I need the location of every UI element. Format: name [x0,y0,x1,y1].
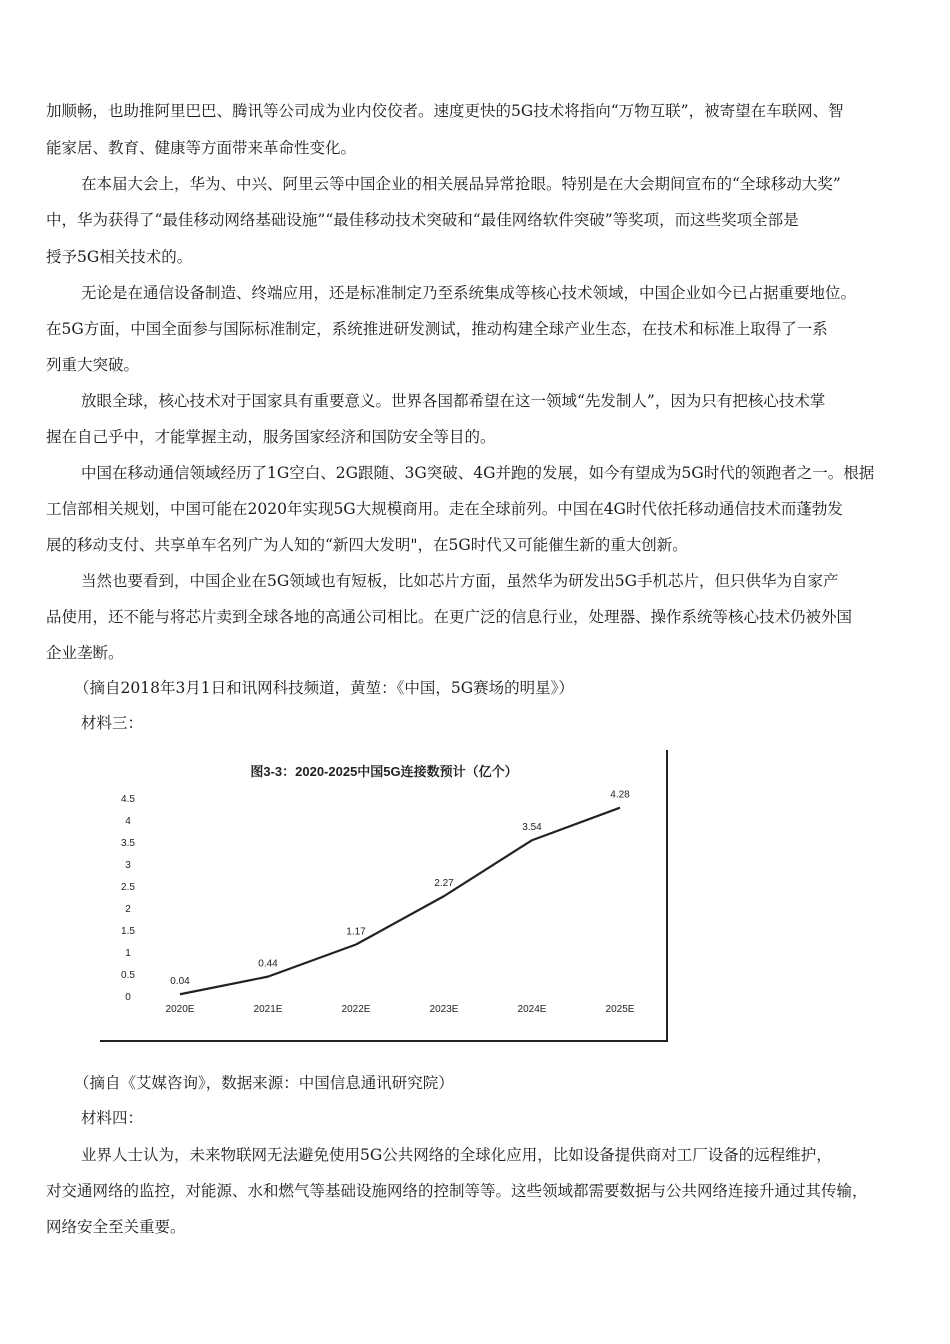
chart-frame [100,750,668,1042]
data-label: 0.04 [170,976,190,988]
data-label: 3.54 [522,822,542,834]
paragraph-line: 列重大突破。 [46,356,140,374]
paragraph-line: 网络安全至关重要。 [46,1218,186,1236]
data-label: 2.27 [434,878,454,890]
paragraph-line: 工信部相关规划，中国可能在2020年实现5G大规模商用。走在全球前列。中国在4G时代依托移动通信技术而蓬勃发 [46,500,843,518]
y-tick-label: 2.5 [121,882,135,893]
paragraph-line: 当然也要看到，中国企业在5G领域也有短板，比如芯片方面，虽然华为研发出5G手机芯片，但只供华为自家产 [81,572,839,590]
paragraph-line: 业界人士认为，未来物联网无法避免使用5G公共网络的全球化应用，比如设备提供商对工厂设备的远程维护， [81,1146,832,1164]
paragraph-line: 加顺畅，也助推阿里巴巴、腾讯等公司成为业内佼佼者。速度更快的5G技术将指向“万物互联”，被寄望在车联网、智 [46,102,844,120]
y-tick-label: 1.5 [121,926,135,937]
paragraph-line: 握在自己乎中，才能掌握主动，服务国家经济和国防安全等目的。 [46,428,496,446]
paragraph-line: 能家居、教育、健康等方面带来革命性变化。 [46,139,357,157]
y-tick-label: 1 [125,948,131,959]
y-tick-label: 3.5 [121,838,135,849]
data-label: 0.44 [258,958,278,970]
line-chart [100,750,668,1042]
y-tick-label: 2 [125,904,131,915]
paragraph-line: 中，华为获得了“最佳移动网络基础设施”“最佳移动技术突破和“最佳网络软件突破”等奖项，而这些奖项全部是 [46,211,799,229]
x-tick-label: 2020E [165,1004,195,1015]
paragraph-line: 对交通网络的监控，对能源、水和燃气等基础设施网络的控制等等。这些领域都需要数据与公共网络连接升通过其传输， [46,1182,868,1200]
material-four-heading: 材料四： [81,1109,144,1127]
paragraph-line: 放眼全球，核心技术对于国家具有重要意义。世界各国都希望在这一领域“先发制人”，因为只有把核心技术掌 [81,392,826,410]
x-axis-ticks [166,1004,635,1015]
paragraph-line: 无论是在通信设备制造、终端应用，还是标准制定乃至系统集成等核心技术领域，中国企业如今已占据重要地位。 [81,284,857,302]
x-tick-label: 2021E [253,1004,283,1015]
chart-caption: （摘自《艾媒咨询》，数据来源：中国信息通讯研究院） [74,1074,454,1092]
data-label: 1.17 [346,926,366,938]
series-line [180,808,620,995]
x-tick-label: 2023E [429,1004,459,1015]
x-tick-label: 2024E [517,1004,547,1015]
y-tick-label: 0.5 [121,970,135,981]
paragraph-line: 中国在移动通信领域经历了1G空白、2G跟随、3G突破、4G并跑的发展，如今有望成为5G时代的领跑者之一。根据 [81,464,875,482]
source-citation: （摘自2018年3月1日和讯网科技频道，黄堃：《中国，5G赛场的明星》） [74,679,574,697]
material-three-heading: 材料三： [81,714,144,732]
paragraph-line: 品使用，还不能与将芯片卖到全球各地的高通公司相比。在更广泛的信息行业，处理器、操作系统等核心技术仍被外国 [46,608,853,626]
paragraph-line: 在本届大会上，华为、中兴、阿里云等中国企业的相关展品异常抢眼。特别是在大会期间宣布的“全球移动大奖” [81,175,841,193]
data-label: 4.28 [610,789,630,801]
x-tick-label: 2022E [341,1004,371,1015]
y-tick-label: 4.5 [121,794,135,805]
y-axis-ticks [121,794,135,1003]
paragraph-line: 展的移动支付、共享单车名列广为人知的“新四大发明"，在5G时代又可能催生新的重大创新。 [46,536,688,554]
y-tick-label: 0 [125,992,131,1003]
x-tick-label: 2025E [605,1004,635,1015]
paragraph-line: 在5G方面，中国全面参与国际标准制定，系统推进研发测试，推动构建全球产业生态，在技术和标准上取得了一系 [46,320,828,338]
paragraph-line: 企业垄断。 [46,644,124,662]
paragraph-line: 授予5G相关技术的。 [46,248,193,266]
chart-title: 图3-3：2020-2025中国5G连接数预计（亿个） [250,764,518,779]
y-tick-label: 3 [125,860,131,871]
y-tick-label: 4 [125,816,131,827]
data-labels [170,790,630,988]
